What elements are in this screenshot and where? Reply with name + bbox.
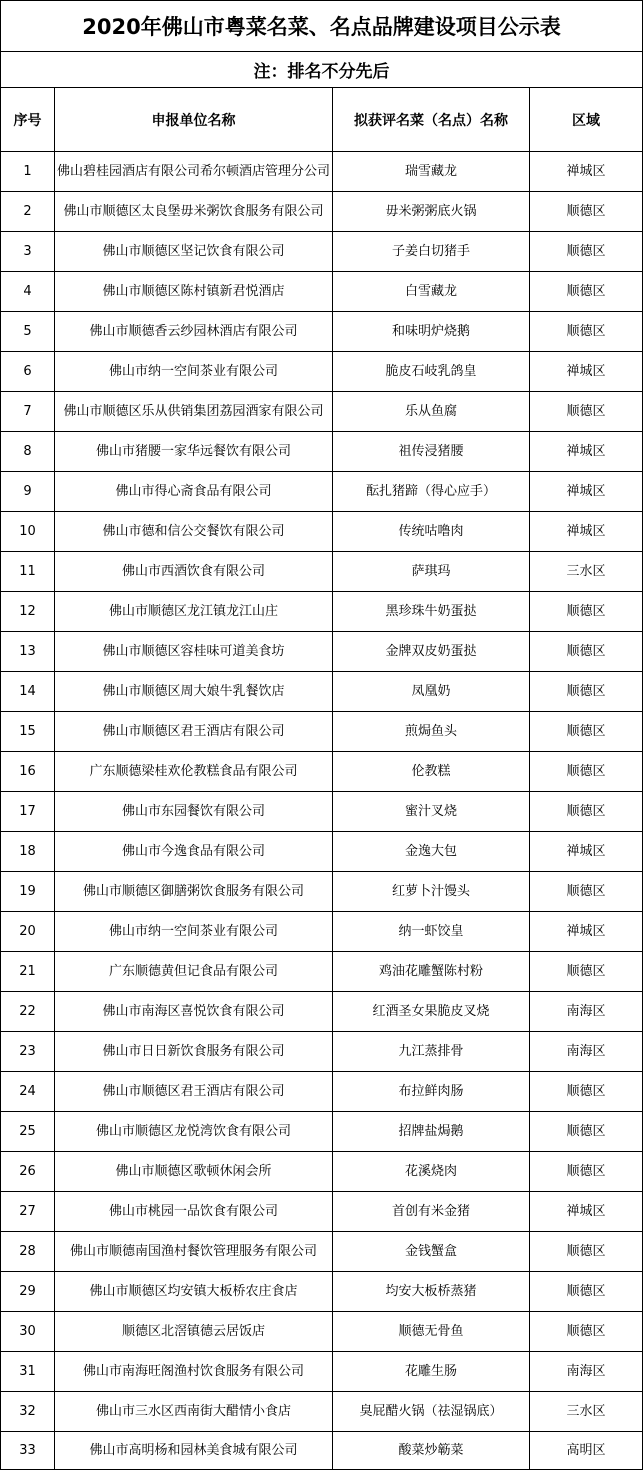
table-row: [1, 1232, 643, 1272]
row-index-cell: 32: [1, 1392, 55, 1432]
row-index-cell: 33: [1, 1432, 55, 1470]
row-index-cell: 21: [1, 952, 55, 992]
row-index-cell: 25: [1, 1112, 55, 1152]
table-row: [1, 1032, 643, 1072]
row-index-cell: 28: [1, 1232, 55, 1272]
row-index-cell: 9: [1, 472, 55, 512]
row-company-cell: 佛山市顺德区龙悦湾饮食有限公司: [55, 1112, 333, 1152]
table-row: [1, 512, 643, 552]
row-index-cell: 4: [1, 272, 55, 312]
row-dish-cell: 和味明炉烧鹅: [333, 312, 530, 352]
row-region-cell: 禅城区: [530, 1192, 643, 1232]
row-company-cell: 佛山市顺德区均安镇大板桥农庄食店: [55, 1272, 333, 1312]
row-dish-cell: 瑞雪藏龙: [333, 152, 530, 192]
row-dish-cell: 纳一虾饺皇: [333, 912, 530, 952]
row-dish-cell: 白雪藏龙: [333, 272, 530, 312]
table-row: [1, 712, 643, 752]
row-company-cell: 佛山市顺德南国渔村餐饮管理服务有限公司: [55, 1232, 333, 1272]
row-index-cell: 1: [1, 152, 55, 192]
table-row: [1, 192, 643, 232]
table-row: [1, 1192, 643, 1232]
row-index-cell: 18: [1, 832, 55, 872]
row-company-cell: 佛山市南海旺阁渔村饮食服务有限公司: [55, 1352, 333, 1392]
row-dish-cell: 伦教糕: [333, 752, 530, 792]
header-index: 序号: [1, 88, 55, 152]
table-row: [1, 752, 643, 792]
row-index-cell: 12: [1, 592, 55, 632]
header-region: 区域: [530, 88, 643, 152]
row-region-cell: 三水区: [530, 552, 643, 592]
table-row: [1, 592, 643, 632]
row-dish-cell: 祖传浸猪腰: [333, 432, 530, 472]
table-row: [1, 352, 643, 392]
row-company-cell: 佛山市猪腰一家华远餐饮有限公司: [55, 432, 333, 472]
table-row: [1, 1112, 643, 1152]
table-row: [1, 1072, 643, 1112]
table-row: [1, 1352, 643, 1392]
table-row: [1, 1272, 643, 1312]
row-region-cell: 顺德区: [530, 792, 643, 832]
page-title: 2020年佛山市粤菜名菜、名点品牌建设项目公示表: [1, 1, 643, 52]
row-dish-cell: 传统咕噜肉: [333, 512, 530, 552]
row-company-cell: 佛山市顺德区乐从供销集团荔园酒家有限公司: [55, 392, 333, 432]
row-index-cell: 22: [1, 992, 55, 1032]
row-region-cell: 顺德区: [530, 232, 643, 272]
row-region-cell: 顺德区: [530, 192, 643, 232]
row-dish-cell: 黑珍珠牛奶蛋挞: [333, 592, 530, 632]
table-row: [1, 552, 643, 592]
row-region-cell: 禅城区: [530, 152, 643, 192]
row-index-cell: 13: [1, 632, 55, 672]
table-row: [1, 632, 643, 672]
row-region-cell: 顺德区: [530, 752, 643, 792]
table-row: [1, 1392, 643, 1432]
row-company-cell: 佛山市桃园一品饮食有限公司: [55, 1192, 333, 1232]
row-company-cell: 佛山市顺德区陈村镇新君悦酒店: [55, 272, 333, 312]
table-row: [1, 1312, 643, 1352]
row-dish-cell: 花溪烧肉: [333, 1152, 530, 1192]
row-region-cell: 禅城区: [530, 352, 643, 392]
row-company-cell: 佛山市南海区喜悦饮食有限公司: [55, 992, 333, 1032]
row-region-cell: 顺德区: [530, 1272, 643, 1312]
row-region-cell: 顺德区: [530, 392, 643, 432]
row-dish-cell: 布拉鲜肉肠: [333, 1072, 530, 1112]
row-company-cell: 佛山市顺德区龙江镇龙江山庄: [55, 592, 333, 632]
row-dish-cell: 均安大板桥蒸猪: [333, 1272, 530, 1312]
row-index-cell: 14: [1, 672, 55, 712]
ranking-note: 注：排名不分先后: [1, 52, 643, 88]
row-index-cell: 19: [1, 872, 55, 912]
header-dish: 拟获评名菜（名点）名称: [333, 88, 530, 152]
row-index-cell: 2: [1, 192, 55, 232]
table-row: [1, 232, 643, 272]
row-index-cell: 29: [1, 1272, 55, 1312]
row-dish-cell: 酸菜炒簕菜: [333, 1432, 530, 1470]
row-company-cell: 佛山市顺德区太良堡毋米粥饮食服务有限公司: [55, 192, 333, 232]
row-dish-cell: 毋米粥粥底火锅: [333, 192, 530, 232]
row-dish-cell: 红酒圣女果脆皮叉烧: [333, 992, 530, 1032]
row-region-cell: 顺德区: [530, 672, 643, 712]
row-region-cell: 顺德区: [530, 272, 643, 312]
table-row: [1, 912, 643, 952]
row-index-cell: 27: [1, 1192, 55, 1232]
table-row: [1, 992, 643, 1032]
row-index-cell: 26: [1, 1152, 55, 1192]
row-dish-cell: 蜜汁叉烧: [333, 792, 530, 832]
row-region-cell: 禅城区: [530, 832, 643, 872]
table-row: [1, 152, 643, 192]
row-company-cell: 佛山市高明杨和园林美食城有限公司: [55, 1432, 333, 1470]
row-region-cell: 南海区: [530, 1352, 643, 1392]
row-company-cell: 广东顺德黄但记食品有限公司: [55, 952, 333, 992]
row-dish-cell: 九江蒸排骨: [333, 1032, 530, 1072]
row-company-cell: 佛山市顺德区容桂味可道美食坊: [55, 632, 333, 672]
table-row: [1, 792, 643, 832]
row-dish-cell: 红萝卜汁馒头: [333, 872, 530, 912]
row-index-cell: 20: [1, 912, 55, 952]
table-row: [1, 1432, 643, 1470]
row-region-cell: 顺德区: [530, 1152, 643, 1192]
row-company-cell: 佛山市顺德香云纱园林酒店有限公司: [55, 312, 333, 352]
row-dish-cell: 臭屁醋火锅（祛湿锅底）: [333, 1392, 530, 1432]
row-dish-cell: 鸡油花雕蟹陈村粉: [333, 952, 530, 992]
row-dish-cell: 酝扎猪蹄（得心应手）: [333, 472, 530, 512]
row-region-cell: 禅城区: [530, 912, 643, 952]
row-index-cell: 8: [1, 432, 55, 472]
row-region-cell: 禅城区: [530, 432, 643, 472]
row-region-cell: 顺德区: [530, 312, 643, 352]
row-index-cell: 17: [1, 792, 55, 832]
row-region-cell: 南海区: [530, 1032, 643, 1072]
row-company-cell: 佛山市顺德区坚记饮食有限公司: [55, 232, 333, 272]
row-index-cell: 10: [1, 512, 55, 552]
row-dish-cell: 金钱蟹盒: [333, 1232, 530, 1272]
table-row: [1, 872, 643, 912]
row-company-cell: 佛山碧桂园酒店有限公司希尔顿酒店管理分公司: [55, 152, 333, 192]
row-dish-cell: 子姜白切猪手: [333, 232, 530, 272]
row-company-cell: 佛山市顺德区君王酒店有限公司: [55, 712, 333, 752]
row-region-cell: 顺德区: [530, 872, 643, 912]
row-company-cell: 佛山市西酒饮食有限公司: [55, 552, 333, 592]
row-index-cell: 11: [1, 552, 55, 592]
table-row: [1, 1152, 643, 1192]
header-row: [1, 88, 643, 152]
row-company-cell: 佛山市顺德区周大娘牛乳餐饮店: [55, 672, 333, 712]
table-row: [1, 272, 643, 312]
title-row: [1, 1, 643, 52]
row-company-cell: 佛山市三水区西南街大醋情小食店: [55, 1392, 333, 1432]
row-index-cell: 31: [1, 1352, 55, 1392]
row-company-cell: 佛山市日日新饮食服务有限公司: [55, 1032, 333, 1072]
row-company-cell: 佛山市纳一空间茶业有限公司: [55, 912, 333, 952]
row-index-cell: 15: [1, 712, 55, 752]
row-dish-cell: 煎焗鱼头: [333, 712, 530, 752]
row-company-cell: 佛山市东园餐饮有限公司: [55, 792, 333, 832]
row-region-cell: 顺德区: [530, 1112, 643, 1152]
row-region-cell: 顺德区: [530, 632, 643, 672]
row-index-cell: 24: [1, 1072, 55, 1112]
row-dish-cell: 花雕生肠: [333, 1352, 530, 1392]
table-row: [1, 832, 643, 872]
row-region-cell: 高明区: [530, 1432, 643, 1470]
row-index-cell: 16: [1, 752, 55, 792]
table-row: [1, 472, 643, 512]
row-dish-cell: 凤凰奶: [333, 672, 530, 712]
row-index-cell: 5: [1, 312, 55, 352]
row-dish-cell: 首创有米金猪: [333, 1192, 530, 1232]
row-index-cell: 6: [1, 352, 55, 392]
table-row: [1, 952, 643, 992]
row-dish-cell: 脆皮石岐乳鸽皇: [333, 352, 530, 392]
row-index-cell: 30: [1, 1312, 55, 1352]
row-region-cell: 顺德区: [530, 712, 643, 752]
row-region-cell: 禅城区: [530, 472, 643, 512]
header-company: 申报单位名称: [55, 88, 333, 152]
row-company-cell: 佛山市顺德区歌顿休闲会所: [55, 1152, 333, 1192]
row-dish-cell: 金逸大包: [333, 832, 530, 872]
row-region-cell: 顺德区: [530, 1232, 643, 1272]
row-company-cell: 佛山市顺德区御膳粥饮食服务有限公司: [55, 872, 333, 912]
row-company-cell: 佛山市今逸食品有限公司: [55, 832, 333, 872]
row-company-cell: 佛山市顺德区君王酒店有限公司: [55, 1072, 333, 1112]
row-index-cell: 23: [1, 1032, 55, 1072]
row-index-cell: 7: [1, 392, 55, 432]
row-region-cell: 三水区: [530, 1392, 643, 1432]
table-row: [1, 672, 643, 712]
row-region-cell: 禅城区: [530, 512, 643, 552]
row-dish-cell: 招牌盐焗鹅: [333, 1112, 530, 1152]
table-row: [1, 312, 643, 352]
row-dish-cell: 金牌双皮奶蛋挞: [333, 632, 530, 672]
row-index-cell: 3: [1, 232, 55, 272]
row-company-cell: 佛山市得心斋食品有限公司: [55, 472, 333, 512]
row-dish-cell: 萨琪玛: [333, 552, 530, 592]
table-row: [1, 392, 643, 432]
row-region-cell: 南海区: [530, 992, 643, 1032]
row-region-cell: 顺德区: [530, 1072, 643, 1112]
row-company-cell: 佛山市德和信公交餐饮有限公司: [55, 512, 333, 552]
row-region-cell: 顺德区: [530, 952, 643, 992]
row-dish-cell: 顺德无骨鱼: [333, 1312, 530, 1352]
row-company-cell: 广东顺德梁桂欢伦教糕食品有限公司: [55, 752, 333, 792]
row-company-cell: 佛山市纳一空间茶业有限公司: [55, 352, 333, 392]
row-region-cell: 顺德区: [530, 592, 643, 632]
row-region-cell: 顺德区: [530, 1312, 643, 1352]
row-company-cell: 顺德区北滘镇德云居饭店: [55, 1312, 333, 1352]
note-row: [1, 52, 643, 88]
row-dish-cell: 乐从鱼腐: [333, 392, 530, 432]
table-row: [1, 432, 643, 472]
